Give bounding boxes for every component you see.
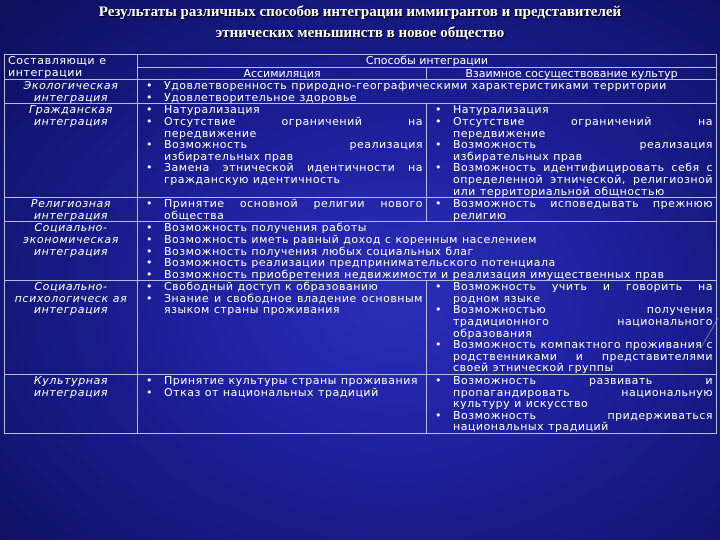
table-row [5, 281, 717, 375]
integration-table [4, 54, 717, 434]
list-item: • Возможность придерживаться национальных традиций [430, 410, 713, 433]
list-item: • Отсутствие ограничений на передвижение [141, 116, 423, 139]
row-component: Социально-психологическ ая интеграция [5, 281, 138, 375]
list-item: • Замена этнической идентичности на гражданскую идентичность [141, 162, 423, 185]
list-item: • Возможностью получения традиционного национального образования [430, 304, 713, 339]
header-assimilation: Ассимиляция [138, 67, 427, 80]
row-assimilation-cell [138, 198, 427, 222]
list-item: • Возможность приобретения недвижимости и реализация имущественных прав [141, 269, 713, 281]
list-item: • Возможность реализация избирательных прав [430, 139, 713, 162]
row-assimilation-cell [138, 281, 427, 375]
row-component: Религиозная интеграция [5, 198, 138, 222]
list-item: • Отказ от национальных традиций [141, 387, 423, 399]
list-item: • Свободный доступ к образованию [141, 281, 423, 293]
list-item: • Возможность иметь равный доход с коренным населением [141, 234, 713, 246]
list-item: • Возможность учить и говорить на родном языке [430, 281, 713, 304]
row-merged-cell [138, 80, 717, 104]
list-item: • Натурализация [430, 104, 713, 116]
table-row [5, 80, 717, 104]
slide-title [0, 2, 720, 44]
list-item: • Отсутствие ограничений на передвижение [430, 116, 713, 139]
list-item: • Удовлетворительное здоровье [141, 92, 713, 104]
table-row [5, 104, 717, 198]
list-item: • Возможность получения работы [141, 222, 713, 234]
slide-title-line1: Результаты различных способов интеграции иммигрантов и представителей [98, 4, 622, 20]
list-item: • Принятие основной религии нового общества [141, 198, 423, 221]
list-item: • Возможность развивать и пропагандировать национальную культуру и искусство [430, 375, 713, 410]
list-item: • Возможность реализация избирательных прав [141, 139, 423, 162]
list-item: • Возможность реализации предпринимательского потенциала [141, 257, 713, 269]
row-component: Социально-экономическая интеграция [5, 222, 138, 281]
row-coexistence-cell [427, 375, 717, 434]
list-item: • Возможность компактного проживания с родственниками и представителями своей этнической группы [430, 339, 713, 374]
table-row [5, 222, 717, 281]
row-assimilation-cell [138, 104, 427, 198]
row-merged-cell [138, 222, 717, 281]
list-item: • Возможность получения любых социальных благ [141, 246, 713, 258]
row-component: Культурная интеграция [5, 375, 138, 434]
row-assimilation-cell [138, 375, 427, 434]
row-coexistence-cell [427, 281, 717, 375]
table-row [5, 198, 717, 222]
list-item: • Принятие культуры страны проживания [141, 375, 423, 387]
row-coexistence-cell [427, 198, 717, 222]
list-item: • Возможность исповедывать прежнюю религию [430, 198, 713, 221]
table-header-row [5, 55, 717, 68]
table-row [5, 375, 717, 434]
header-coexistence: Взаимное сосуществование культур [427, 67, 717, 80]
slide-title-line2: этнических меньшинств в новое общество [215, 25, 505, 41]
list-item: • Натурализация [141, 104, 423, 116]
header-component: Составляющи е интеграции [5, 55, 138, 80]
header-methods: Способы интеграции [138, 55, 717, 68]
row-coexistence-cell [427, 104, 717, 198]
list-item: • Удовлетворенность природно-географическими характеристиками территории [141, 80, 713, 92]
row-component: Экологическая интеграция [5, 80, 138, 104]
list-item: • Возможность идентифицировать себя с определенной этнической, религиозной или территориальной общностью [430, 162, 713, 197]
list-item: • Знание и свободное владение основным языком страны проживания [141, 293, 423, 316]
row-component: Гражданская интеграция [5, 104, 138, 198]
